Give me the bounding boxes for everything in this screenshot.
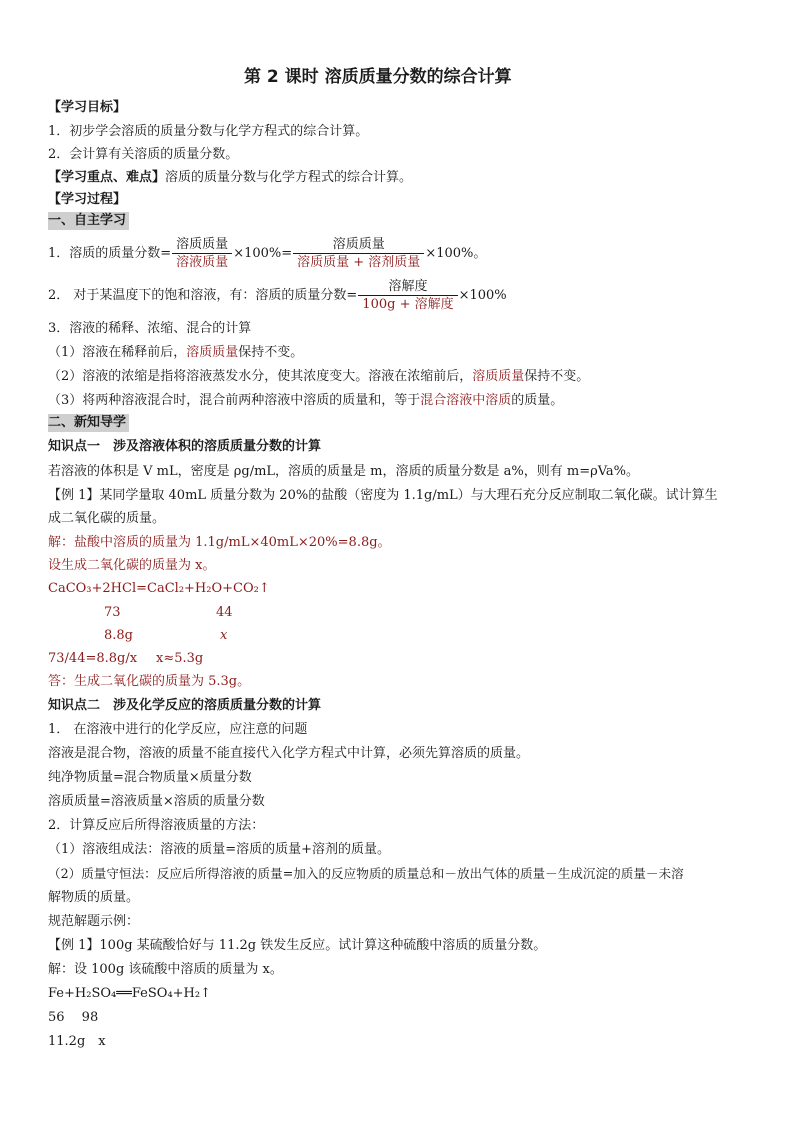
molar-mass: 73 — [104, 605, 121, 620]
answer-line: 答：生成二氧化碳的质量为 5.3g。 — [48, 674, 251, 689]
ratio-result: x≈5.3g — [156, 651, 204, 666]
quantity-row: 11.2g x — [48, 1034, 106, 1049]
kp2-line: （1）溶液组成法：溶液的质量=溶质的质量+溶剂的质量。 — [48, 842, 391, 857]
kp2-line: 规范解题示例： — [48, 914, 140, 929]
kp1-heading: 知识点一 涉及溶液体积的溶质质量分数的计算 — [48, 439, 322, 454]
section1-heading: 一、自主学习 — [48, 212, 129, 230]
example-line: 成二氧化碳的质量。 — [48, 511, 166, 526]
example-line: 【例 1】100g 某硫酸恰好与 11.2g 铁发生反应。试计算这种硫酸中溶质的质量分数。 — [48, 938, 547, 953]
key-points-text: 溶质的质量分数与化学方程式的综合计算。 — [165, 170, 413, 185]
formula-mass-fraction: 1．溶质的质量分数= $\frac{\text{溶质质量}}{\text{溶液质量}}$ ×100%= $\frac{\text{溶质质量}}{\text{溶质质量 + 溶剂质量}}$ ×100%。 — [48, 237, 487, 270]
sub-item-3: （3）将两种溶液混合时，混合前两种溶液中溶质的质量和，等于混合溶液中溶质的质量。 — [48, 393, 564, 408]
fraction: $\frac{\text{溶质质量}}{\text{溶质质量 + 溶剂质量}}$ — [293, 236, 424, 271]
objective-item: 2．会计算有关溶质的质量分数。 — [48, 147, 239, 162]
kp2-line: 纯净物质量=混合物质量×质量分数 — [48, 770, 252, 785]
kp2-line: 溶质质量=溶液质量×溶质的质量分数 — [48, 794, 265, 809]
kp2-line: 解物质的质量。 — [48, 890, 140, 905]
molar-mass: 44 — [216, 605, 233, 620]
objective-item: 1．初步学会溶质的质量分数与化学方程式的综合计算。 — [48, 124, 369, 139]
example-line: 【例 1】某同学量取 40mL 质量分数为 20%的盐酸（密度为 1.1g/mL）与大理石充分反应制取二氧化碳。试计算生 — [48, 488, 718, 503]
sub-item-1: （1）溶液在稀释前后，溶质质量保持不变。 — [48, 345, 304, 360]
ratio: 73/44=8.8g/x — [48, 651, 138, 666]
fraction: $\frac{\text{溶质质量}}{\text{溶液质量}}$ — [172, 236, 232, 271]
objectives-heading: 【学习目标】 — [48, 100, 127, 115]
sub-item-2: （2）溶液的浓缩是指将溶液蒸发水分，使其浓度变大。溶液在浓缩前后，溶质质量保持不变。 — [48, 369, 590, 384]
page-title: 第 2 课时 溶质质量分数的综合计算 — [244, 67, 512, 87]
molar-mass-row: 56 98 — [48, 1010, 99, 1025]
kp1-intro: 若溶液的体积是 V mL，密度是 ρg/mL，溶质的质量是 m，溶质的质量分数是 a%，则有 m=ρVa%。 — [48, 464, 640, 479]
section2-heading: 二、新知导学 — [48, 414, 129, 432]
key-points-line — [48, 169, 412, 187]
kp2-line: 1． 在溶液中进行的化学反应，应注意的问题 — [48, 722, 308, 737]
item-3: 3．溶液的稀释、浓缩、混合的计算 — [48, 321, 252, 336]
chemical-equation: Fe+H₂SO₄══FeSO₄+H₂↑ — [48, 986, 211, 1001]
formula-saturated: 2． 对于某温度下的饱和溶液，有：溶质的质量分数= $\frac{\text{溶解度}}{\text{100g + 溶解度}}$ ×100% — [48, 279, 507, 312]
fraction: $\frac{\text{溶解度}}{\text{100g + 溶解度}}$ — [358, 278, 457, 313]
kp2-line: 2．计算反应后所得溶液质量的方法： — [48, 818, 265, 833]
quantity: x — [220, 628, 228, 643]
kp2-heading: 知识点二 涉及化学反应的溶质质量分数的计算 — [48, 698, 322, 713]
process-heading: 【学习过程】 — [48, 192, 127, 207]
solution-line: 设生成二氧化碳的质量为 x。 — [48, 558, 216, 573]
key-points-label: 【学习重点、难点】 — [48, 170, 166, 185]
kp2-line: （2）质量守恒法：反应后所得溶液的质量=加入的反应物质的质量总和－放出气体的质量－生成沉淀的质量－未溶 — [48, 866, 684, 881]
chemical-equation: CaCO₃+2HCl=CaCl₂+H₂O+CO₂↑ — [48, 581, 270, 596]
quantity: 8.8g — [104, 628, 133, 643]
solution-line: 解：盐酸中溶质的质量为 1.1g/mL×40mL×20%=8.8g。 — [48, 535, 391, 550]
solution-line: 解：设 100g 该硫酸中溶质的质量为 x。 — [48, 962, 283, 977]
kp2-line: 溶液是混合物，溶液的质量不能直接代入化学方程式中计算，必须先算溶质的质量。 — [48, 746, 530, 761]
